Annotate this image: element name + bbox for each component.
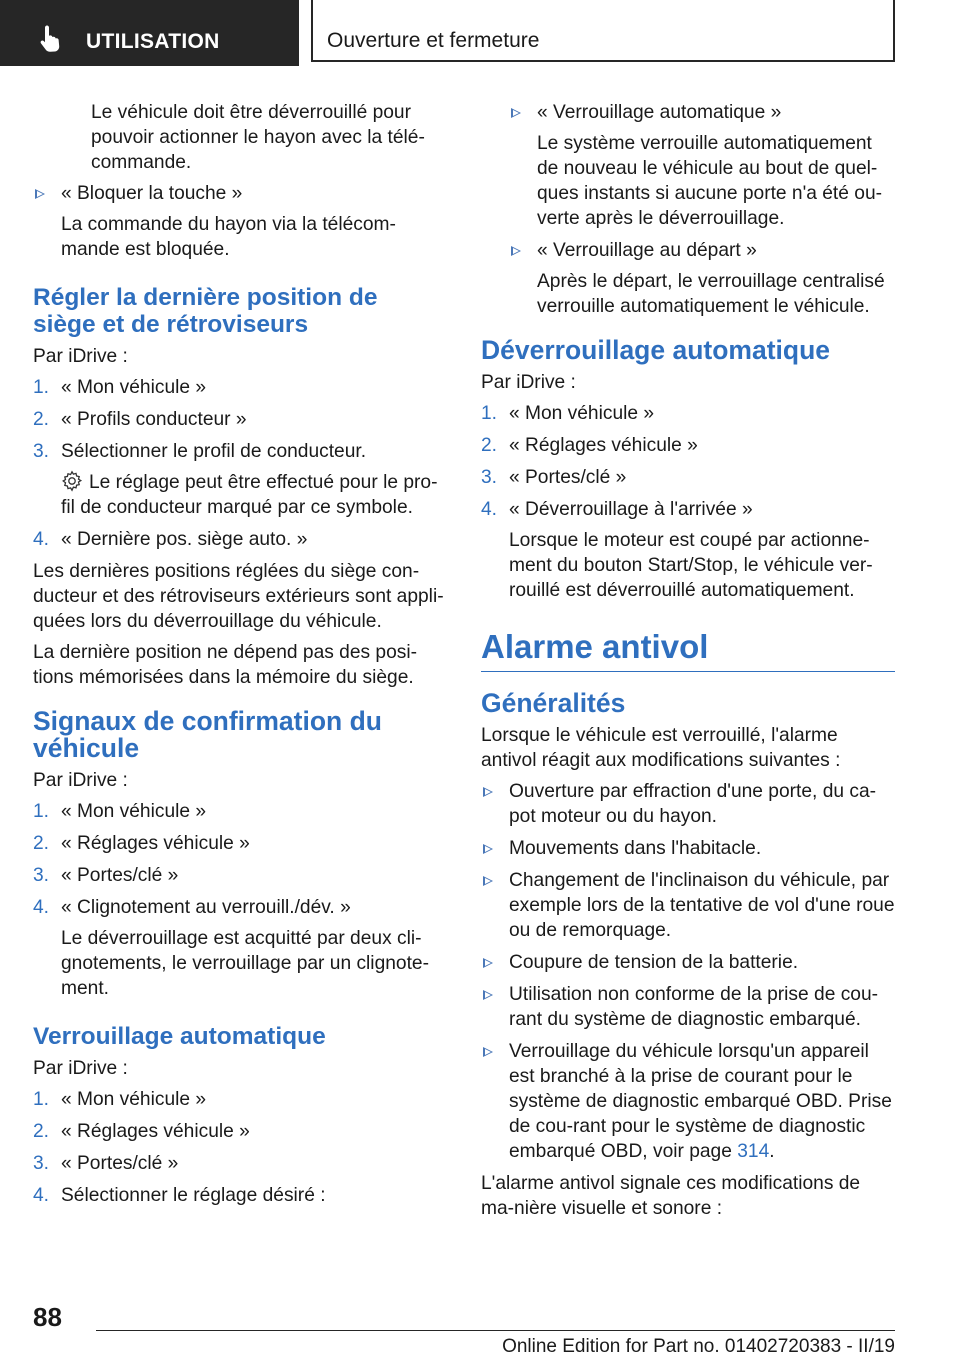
- item-text: « Mon véhicule »: [61, 1089, 207, 1110]
- item-number: 2.: [33, 1121, 50, 1142]
- paragraph: La dernière position ne dépend pas des posi-tions mémorisées dans la mémoire du siège.: [33, 642, 418, 688]
- page-reference-link[interactable]: 314: [737, 1141, 770, 1162]
- numbered-item: [33, 1119, 445, 1144]
- triangle-bullet-icon: [483, 876, 493, 886]
- item-note: Lorsque le moteur est coupé par actionne-ment du bouton Start/Stop, le véhicule ver-rouillé est déverrouillé automatiquement.: [509, 530, 873, 601]
- triangle-bullet-icon: [511, 108, 521, 118]
- numbered-item: [33, 863, 445, 888]
- section-intro: Par iDrive :: [33, 1058, 128, 1079]
- numbered-item: [481, 401, 895, 426]
- numbered-item: [481, 497, 895, 603]
- item-text: « Profils conducteur »: [61, 409, 247, 430]
- hand-pointer-icon: [36, 23, 66, 53]
- numbered-item: [33, 407, 445, 432]
- section-tab: [0, 0, 299, 66]
- bullet-text: [509, 1039, 895, 1164]
- item-text: Sélectionner le réglage désiré :: [61, 1185, 326, 1206]
- item-note-text: Le réglage peut être effectué pour le pro-fil de conducteur marqué par ce symbole.: [61, 472, 438, 518]
- item-number: 4.: [33, 529, 50, 550]
- footer-edition: Online Edition for Part no. 01402720383 - II/19: [502, 1336, 895, 1357]
- bullet-desc: Après le départ, le verrouillage centralisé verrouille automatiquement le véhicule.: [537, 271, 885, 317]
- section-heading: Verrouillage automatique: [33, 1023, 326, 1050]
- triangle-bullet-icon: [483, 844, 493, 854]
- page-header: [0, 0, 960, 66]
- bullet-desc: La commande du hayon via la télécom-mande est bloquée.: [61, 214, 396, 260]
- bullet-item: [481, 836, 895, 861]
- item-number: 3.: [481, 467, 498, 488]
- item-number: 3.: [33, 1153, 50, 1174]
- right-column: [481, 100, 895, 1227]
- triangle-bullet-icon: [35, 189, 45, 199]
- item-note: [61, 470, 445, 520]
- item-number: 1.: [33, 377, 50, 398]
- triangle-bullet-icon: [483, 1047, 493, 1057]
- numbered-item: [33, 1087, 445, 1112]
- section-intro: Par iDrive :: [33, 346, 128, 367]
- item-number: 1.: [33, 1089, 50, 1110]
- section-intro: Lorsque le véhicule est verrouillé, l'alarme antivol réagit aux modifications suivantes :: [481, 725, 841, 771]
- item-text: « Mon véhicule »: [61, 377, 207, 398]
- item-text: « Mon véhicule »: [61, 801, 207, 822]
- numbered-item: [33, 895, 445, 1001]
- footer-divider: [96, 1330, 895, 1331]
- bullet-label: « Verrouillage au départ »: [537, 240, 757, 261]
- item-number: 3.: [33, 865, 50, 886]
- item-number: 4.: [33, 1185, 50, 1206]
- bullet-item: [481, 1039, 895, 1164]
- item-text: « Portes/clé »: [61, 1153, 179, 1174]
- paragraph: L'alarme antivol signale ces modifications de ma-nière visuelle et sonore :: [481, 1173, 861, 1219]
- item-number: 2.: [33, 833, 50, 854]
- numbered-item: [481, 433, 895, 458]
- item-text: « Réglages véhicule »: [61, 1121, 250, 1142]
- chapter-label: Ouverture et fermeture: [327, 29, 540, 52]
- item-text: « Dernière pos. siège auto. »: [61, 529, 308, 550]
- numbered-item: [33, 831, 445, 856]
- page-number: 88: [33, 1302, 62, 1332]
- bullet-text: Changement de l'inclinaison du véhicule, par exemple lors de la tentative de vol d'une roue ou de remorquage.: [509, 870, 895, 941]
- item-text: « Réglages véhicule »: [509, 435, 698, 456]
- bullet-item: [33, 181, 445, 262]
- triangle-bullet-icon: [483, 990, 493, 1000]
- bullet-item: [481, 779, 895, 829]
- bullet-text: Ouverture par effraction d'une porte, du ca-pot moteur ou du hayon.: [509, 781, 877, 827]
- chapter-heading: Alarme antivol: [481, 627, 895, 672]
- numbered-item: [481, 465, 895, 490]
- section-heading: Généralités: [481, 688, 626, 718]
- chapter-tab: [311, 0, 895, 62]
- intro-note: Le véhicule doit être déverrouillé pour pouvoir actionner le hayon avec la télé-commande.: [91, 102, 425, 173]
- triangle-bullet-icon: [511, 246, 521, 256]
- section-label: UTILISATION: [86, 30, 220, 53]
- numbered-item: [33, 375, 445, 400]
- section-intro: Par iDrive :: [33, 770, 128, 791]
- bullet-item: [481, 868, 895, 943]
- paragraph: Les dernières positions réglées du siège con-ducteur et des rétroviseurs extérieurs sont appli-quées lors du déverrouillage du véhicule.: [33, 561, 444, 632]
- numbered-item: [33, 527, 445, 552]
- numbered-item: [33, 1183, 445, 1208]
- bullet-label: « Bloquer la touche »: [61, 183, 243, 204]
- bullet-text: Utilisation non conforme de la prise de cou-rant du système de diagnostic embarqué.: [509, 984, 879, 1030]
- item-text: « Mon véhicule »: [509, 403, 655, 424]
- numbered-item: [33, 439, 445, 520]
- triangle-bullet-icon: [483, 958, 493, 968]
- numbered-item: [33, 1151, 445, 1176]
- driver-profile-gear-icon: [61, 470, 83, 492]
- item-text: « Portes/clé »: [61, 865, 179, 886]
- item-text: « Déverrouillage à l'arrivée »: [509, 499, 753, 520]
- item-note: Le déverrouillage est acquitté par deux cli-gnotements, le verrouillage par un clignote-ment.: [61, 928, 429, 999]
- bullet-text-end: .: [769, 1141, 775, 1162]
- numbered-item: [33, 799, 445, 824]
- section-heading: Déverrouillage automatique: [481, 335, 831, 365]
- section-intro: Par iDrive :: [481, 372, 576, 393]
- bullet-text: Coupure de tension de la batterie.: [509, 952, 799, 973]
- bullet-item: [481, 950, 895, 975]
- bullet-desc: Le système verrouille automatiquement de nouveau le véhicule au bout de quel-ques instants si aucune porte n'a été ou-verte après le déverrouillage.: [537, 133, 883, 229]
- bullet-item: [509, 100, 895, 231]
- item-number: 1.: [33, 801, 50, 822]
- item-number: 2.: [33, 409, 50, 430]
- item-text: « Portes/clé »: [509, 467, 627, 488]
- item-text: Sélectionner le profil de conducteur.: [61, 441, 367, 462]
- item-number: 4.: [481, 499, 498, 520]
- item-number: 3.: [33, 441, 50, 462]
- left-column: [33, 100, 445, 1215]
- bullet-text-body: Verrouillage du véhicule lorsqu'un appareil est branché à la prise de courant pour le système de diagnostic embarqué OBD. Prise de cou-rant pour le système de diagnostic embarqué OBD, voir page: [509, 1041, 892, 1162]
- item-text: « Clignotement au verrouill./dév. »: [61, 897, 351, 918]
- triangle-bullet-icon: [483, 787, 493, 797]
- section-heading: Signaux de confirmation du véhicule: [33, 706, 382, 763]
- bullet-text: Mouvements dans l'habitacle.: [509, 838, 762, 859]
- item-number: 4.: [33, 897, 50, 918]
- section-heading: Régler la dernière position de siège et de rétroviseurs: [33, 284, 378, 338]
- item-number: 1.: [481, 403, 498, 424]
- item-number: 2.: [481, 435, 498, 456]
- bullet-item: [481, 982, 895, 1032]
- bullet-label: « Verrouillage automatique »: [537, 102, 782, 123]
- item-text: « Réglages véhicule »: [61, 833, 250, 854]
- bullet-item: [509, 238, 895, 319]
